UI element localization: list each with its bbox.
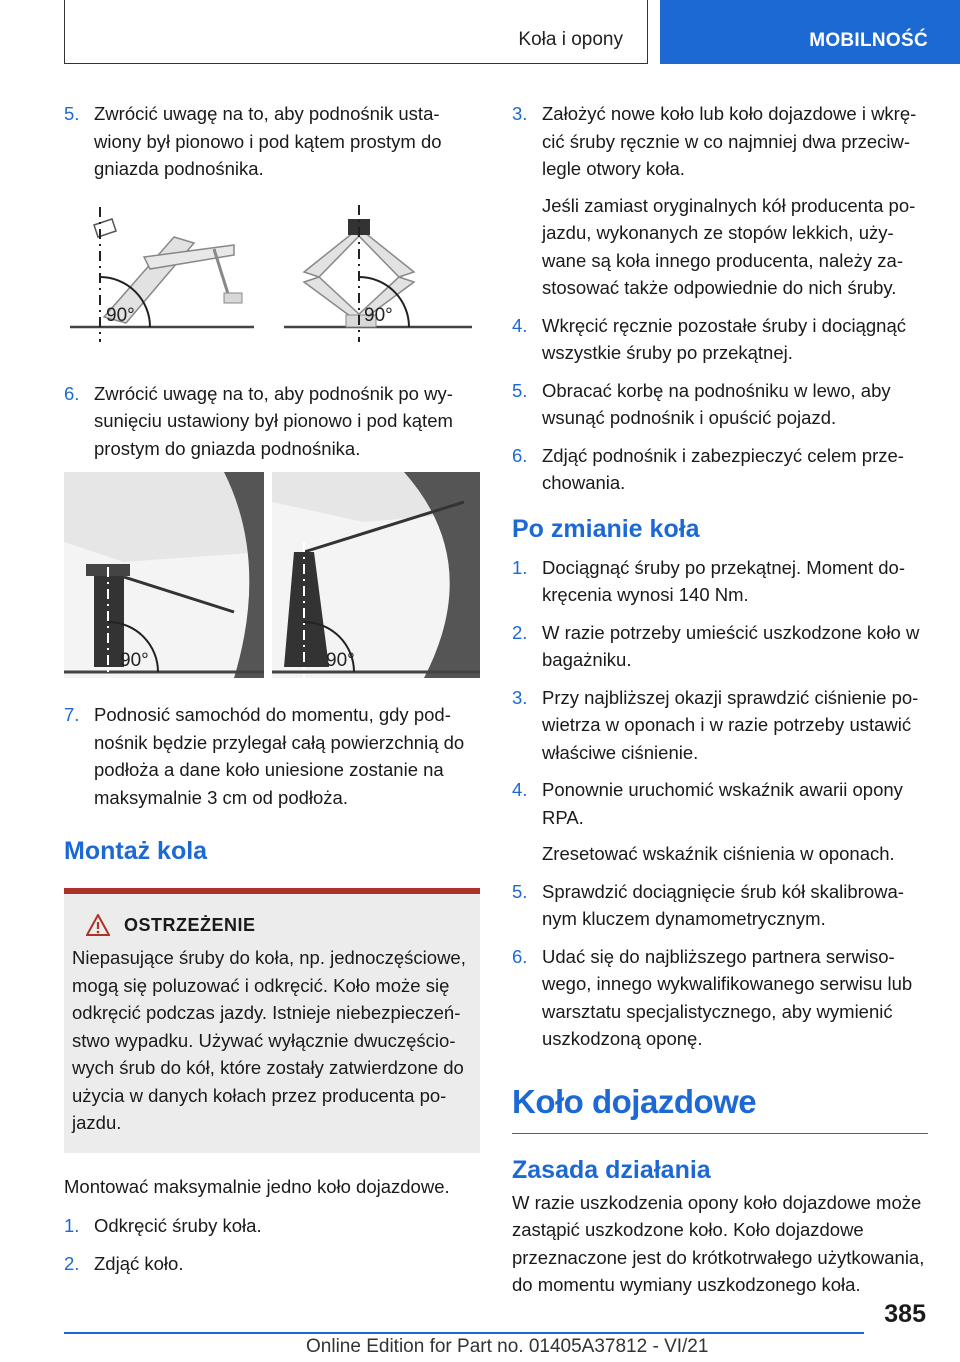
step-number: 5.	[512, 379, 528, 401]
step-number: 3.	[512, 103, 528, 124]
chapter-title: MOBILNOŚĆ	[809, 30, 928, 51]
step-number: 2.	[64, 1252, 80, 1274]
step-text: Zdjąć koło.	[94, 1252, 184, 1274]
list-step	[64, 100, 480, 183]
step-number: 5.	[512, 880, 528, 902]
warning-triangle-icon	[86, 914, 110, 936]
list-step	[512, 619, 928, 674]
jack-angle-diagram	[64, 197, 480, 357]
step-text: Zdjąć podnośnik i zabezpieczyć celem przechowania.	[542, 444, 904, 493]
list-step	[64, 1250, 480, 1278]
warning-text: Niepasujące śruby do koła, np. jednoczęściowe, mogą się poluzować i odkręcić. Koło może się odkręcić podczas jazdy. Istnieje niebezpieczeństwo wypadku. Używać wyłącznie dwuczęściowych śrub do kół, które zostały zatwierdzone do użycia w danych kołach przez producenta pojazdu.	[72, 947, 466, 1133]
step-text: Udać się do najbliższego partnera serwisowego, innego wykwalifikowanego serwisu lub warsztatu specjalistycznego, aby wymienić uszkodzoną oponę.	[542, 945, 913, 1049]
list-step	[512, 100, 928, 302]
page-header	[0, 0, 960, 66]
list-step	[64, 380, 480, 463]
step-text: Podnosić samochód do momentu, gdy podnośnik będzie przylegał całą powierzchnią do podłoża a dane koło uniesione zostanie na maksymalnie 3 cm od podłoża.	[94, 704, 465, 808]
warning-box	[64, 888, 480, 1153]
step-text: Założyć nowe koło lub koło dojazdowe i wkręcić śruby ręcznie w co najmniej dwa przeciwlegle otwory koła.	[542, 103, 917, 179]
step-number: 7.	[64, 704, 80, 725]
list-step	[512, 312, 928, 367]
step-number: 4.	[512, 779, 528, 800]
step-number: 4.	[512, 314, 528, 336]
warning-header	[86, 914, 470, 936]
footer-divider	[64, 1332, 864, 1334]
heading-zasada: Zasada działania	[512, 1155, 711, 1184]
step-number: 5.	[64, 103, 80, 124]
step-text: Zresetować wskaźnik ciśnienia w oponach.	[542, 843, 895, 864]
step-number: 6.	[512, 945, 528, 967]
step-number: 1.	[512, 556, 528, 578]
list-step	[64, 1212, 480, 1240]
heading-kolo-dojazdowe: Koło dojazdowe	[512, 1083, 928, 1134]
section-box	[64, 0, 648, 64]
list-step	[512, 442, 928, 497]
step-text: Dociągnąć śruby po przekątnej. Moment dokręcenia wynosi 140 Nm.	[542, 556, 906, 605]
step-text: Wkręcić ręcznie pozostałe śruby i dociągnąć wszystkie śruby po przekątnej.	[542, 314, 906, 363]
list-step	[512, 943, 928, 1053]
warning-title: OSTRZEŻENIE	[124, 914, 256, 935]
figure-jack-angle	[64, 197, 480, 362]
step-text: Ponownie uruchomić wskaźnik awarii opony RPA.	[542, 779, 903, 828]
heading-po-zmianie: Po zmianie koła	[512, 514, 700, 543]
step-text: Zwrócić uwagę na to, aby podnośnik ustawiony był pionowo i pod kątem prostym do gniazda podnośnika.	[94, 103, 442, 179]
step-text: Obracać korbę na podnośniku w lewo, aby wsunąć podnośnik i opuścić pojazd.	[542, 379, 891, 428]
list-step	[512, 776, 928, 868]
list-step	[512, 377, 928, 432]
list-step	[64, 701, 480, 811]
list-step	[512, 878, 928, 933]
list-step	[512, 684, 928, 767]
figure-jack-extended	[64, 472, 480, 683]
section-title: Koła i opony	[518, 29, 623, 50]
angle-label-photo-right: 90°	[326, 650, 355, 671]
step-number: 1.	[64, 1215, 80, 1236]
jack-extended-photo	[64, 472, 480, 678]
step-number: 3.	[512, 686, 528, 708]
step-text: W razie potrzeby umieścić uszkodzone koło w bagażniku.	[542, 621, 920, 670]
step-text: Odkręcić śruby koła.	[94, 1215, 262, 1236]
step-text: Przy najbliższej okazji sprawdzić ciśnienie powietrza w oponach i w razie potrzeby ustawić właściwe ciśnienie.	[542, 686, 919, 763]
step-text: Jeśli zamiast oryginalnych kół producenta pojazdu, wykonanych ze stopów lekkich, używane są koła innego producenta, należy zastosować także odpowiednie do nich śruby.	[542, 194, 916, 298]
left-column	[64, 100, 480, 1287]
angle-label-photo-left: 90°	[120, 650, 149, 671]
step-text: Zwrócić uwagę na to, aby podnośnik po wysunięciu ustawiony był pionowo i pod kątem prostym do gniazda podnośnika.	[94, 382, 453, 459]
step-number: 6.	[512, 444, 528, 466]
angle-label-left-side: 90°	[106, 304, 135, 326]
page-number: 385	[884, 1300, 926, 1328]
right-column	[512, 100, 928, 1299]
zasada-text: W razie uszkodzenia opony koło dojazdowe może zastąpić uszkodzone koło. Koło dojazdowe przeznaczone jest do krótkotrwałego użytkowania, do momentu wymiany uszkodzonego koła.	[512, 1191, 925, 1295]
footer-edition: Online Edition for Part no. 01405A37812 - VI/21	[306, 1336, 709, 1357]
step-number: 6.	[64, 382, 80, 404]
montaz-note: Montować maksymalnie jedno koło dojazdowe.	[64, 1175, 450, 1197]
chapter-tab[interactable]	[660, 0, 960, 64]
heading-montaz: Montaż kola	[64, 837, 208, 865]
step-text: Sprawdzić dociągnięcie śrub kół skalibrowanym kluczem dynamometrycznym.	[542, 880, 904, 929]
list-step	[512, 554, 928, 609]
step-number: 2.	[512, 621, 528, 643]
angle-label-left-front: 90°	[364, 304, 393, 326]
